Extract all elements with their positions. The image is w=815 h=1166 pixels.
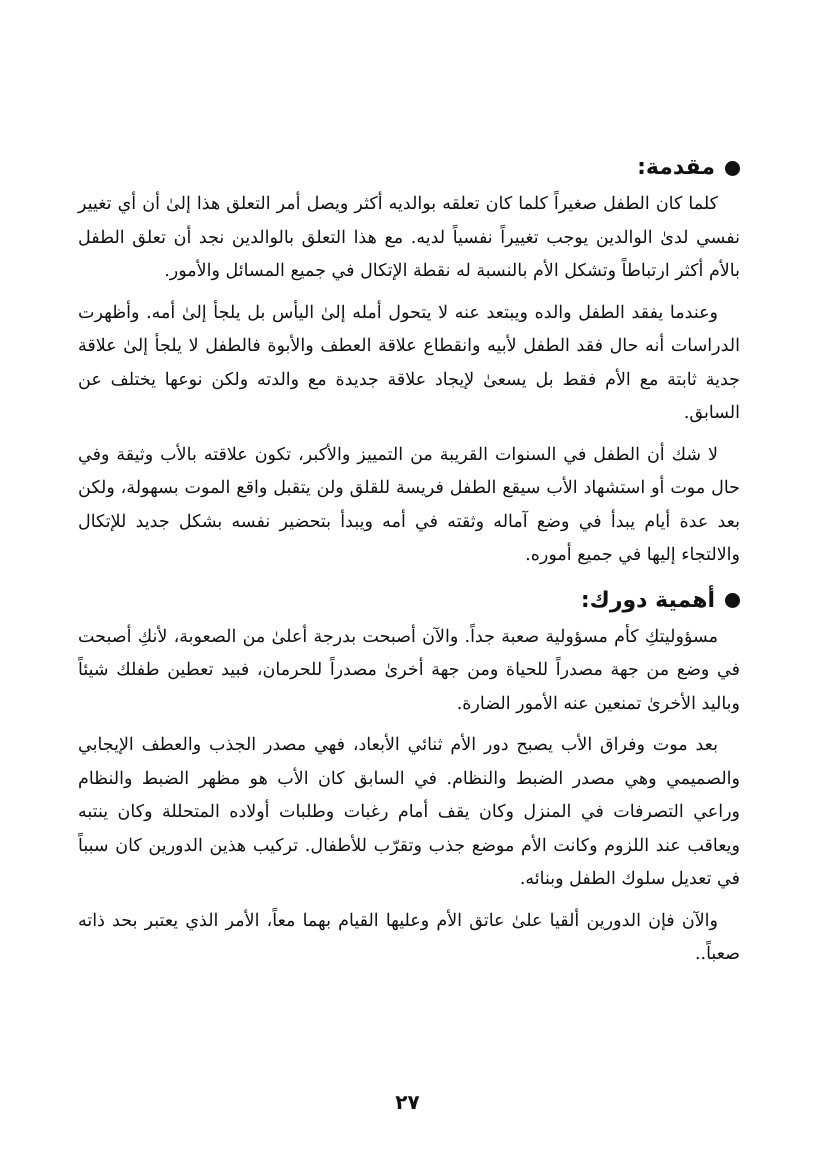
bullet-icon bbox=[725, 161, 740, 176]
section-heading-text: مقدمة: bbox=[637, 155, 715, 180]
paragraph: كلما كان الطفل صغيراً كلما كان تعلقه بوالديه أكثر ويصل أمر التعلق هذا إلىٰ أن أي تغيير نفسي لدىٰ الوالدين يوجب تغييراً نفسياً لديه. مع هذا التعلق بالوالدين نجد أن تعلق الطفل بالأم أكثر ارتباطاً وتشكل الأم بالنسبة له نقطة الإتكال في جميع المسائل والأمور. bbox=[78, 194, 740, 281]
paragraph: بعد موت وفراق الأب يصبح دور الأم ثنائي الأبعاد، فهي مصدر الجذب والعطف الإيجابي والصميمي وهي مصدر الضبط والنظام. في السابق كان الأب هو مظهر الضبط والنظام وراعي التصرفات في المنزل وكان يقف أمام رغبات وطلبات أولاده المتحللة وكان ينتبه ويعاقب عند اللزوم وكانت الأم موضع جذب وتقرّب للأطفال. تركيب هذين الدورين كان سبباً في تعديل سلوك الطفل وبنائه. bbox=[78, 735, 740, 889]
section-heading-importance bbox=[78, 581, 740, 621]
section-heading-text: أهمية دورك: bbox=[580, 587, 715, 613]
page-content bbox=[78, 148, 740, 980]
page-number: ٢٧ bbox=[395, 1090, 420, 1114]
bullet-icon bbox=[725, 593, 740, 608]
paragraph: وعندما يفقد الطفل والده ويبتعد عنه لا يتحول أمله إلىٰ اليأس بل يلجأ إلىٰ أمه. وأظهرت الدراسات أنه حال فقد الطفل لأبيه وانقطاع علاقة العطف والأبوة فالطفل لا يلجأ إلىٰ علاقة جدية ثابتة مع الأم فقط بل يسعىٰ لإيجاد علاقة جديدة مع والدته ولكن نوعها يختلف عن السابق. bbox=[78, 302, 740, 423]
paragraph: مسؤوليتكِ كأم مسؤولية صعبة جداً. والآن أصبحت بدرجة أعلىٰ من الصعوبة، لأنكِ أصبحت في وضع من جهة مصدراً للحياة ومن جهة أخرىٰ مصدراً للحرمان، فبيد تعطين طفلك شيئاً وباليد الأخرىٰ تمنعين عنه الأمور الضارة. bbox=[78, 626, 740, 714]
paragraph: والآن فإن الدورين ألقيا علىٰ عاتق الأم وعليها القيام بهما معاً، الأمر الذي يعتبر بحد ذاته صعباً.. bbox=[78, 910, 740, 964]
paragraph: لا شك أن الطفل في السنوات القريبة من التمييز والأكبر، تكون علاقته بالأب وثيقة وفي حال موت أو استشهاد الأب سيقع الطفل فريسة للقلق ولن يتقبل واقع الموت بسهولة، ولكن بعد عدة أيام يبدأ في وضع آماله وثقته في أمه ويبدأ بتحضير نفسه بشكل جديد للإتكال والالتجاء إليها في جميع أموره. bbox=[78, 444, 740, 565]
section-heading-introduction bbox=[78, 148, 740, 188]
